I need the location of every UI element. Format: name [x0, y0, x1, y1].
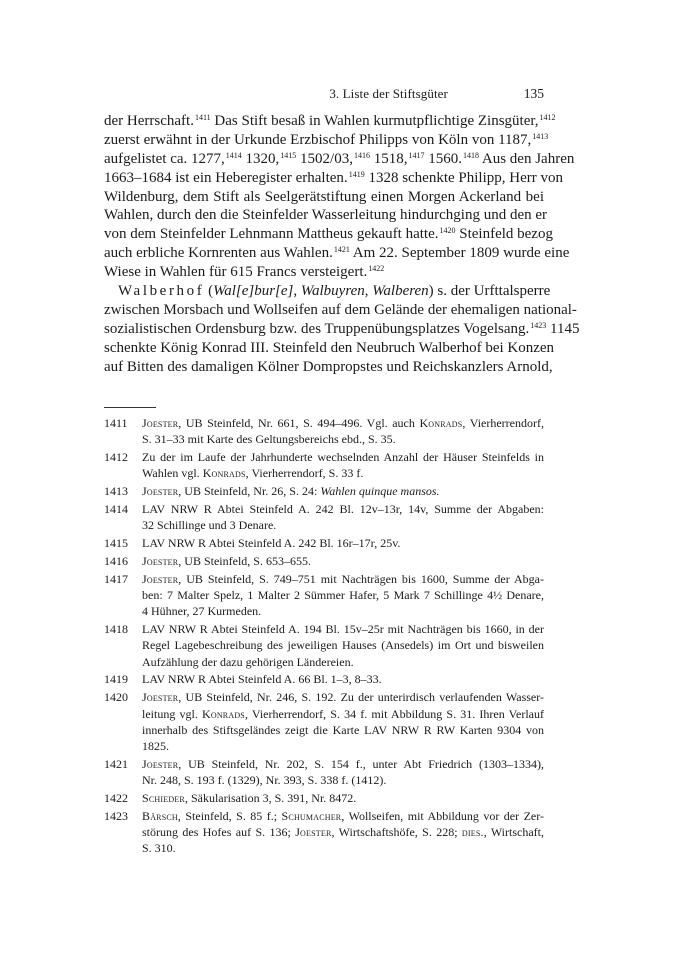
footnote: 1412 Zu der im Laufe der Jahrhunderte wechselnden Anzahl der Häuser Steinfelds in Wahlen vgl. Konrads, Vierherrendorf, S. 33 f.: [104, 450, 544, 481]
footnote-number: 1411: [104, 416, 128, 430]
footnote-ref[interactable]: 1412: [539, 113, 556, 122]
footnote: 1422 Schieder, Säkularisation 3, S. 391, Nr. 8472.: [104, 791, 357, 806]
text-line: Wiese in Wahlen für 615 Francs versteigert.$^{1422}$: [104, 264, 385, 281]
footnote-ref[interactable]: 1420: [439, 226, 456, 236]
footnote-ref[interactable]: 1413: [532, 131, 549, 141]
text-line: Walberhof (Wal[e]bur[e], Walbuyren, Walberen) s. der Urfttalsperre: [118, 283, 551, 300]
footnote: 1416 Joester, UB Steinfeld, S. 653–655.: [104, 553, 311, 568]
footnote-number: 1423: [104, 808, 128, 823]
footnote-number: 1422: [104, 791, 128, 806]
footnote-number: 1419: [104, 672, 128, 687]
footnote: 1420 Joester, UB Steinfeld, Nr. 246, S. 192. Zu der unterirdisch verlaufenden Wasser- leitung vgl. Konrads, Vierherrendorf, S. 34 f. mit Abbildung S. 31. Ihren Verlauf innerhalb des Stiftsgeländes zeigt die Karte LAV NRW R RW Karten 9304 von 1825.: [104, 690, 544, 754]
running-header: [104, 86, 544, 106]
footnote-ref[interactable]: 1417: [408, 150, 425, 160]
text-line: aufgelistet ca. 1277,$^{1414}$ 1320,$^{1415}$ 1502/03,$^{1416}$ 1518,$^{1417}$ 1560.$^{1418}$ Aus den Jahren: [104, 150, 575, 167]
footnote: 1421 Joester, UB Steinfeld, Nr. 202, S. 154 f., unter Abt Friedrich (1303–1334), Nr. 248, S. 193 f. (1329), Nr. 393, S. 338 f. (1412).: [104, 756, 544, 788]
footnote-ref[interactable]: 1411: [194, 113, 211, 122]
footnote: 1415 LAV NRW R Abtei Steinfeld A. 242 Bl. 16r–17r, 25v.: [104, 536, 401, 551]
footnote: 1417 Joester, UB Steinfeld, S. 749–751 mit Nachträgen bis 1600, Summe der Abga- ben: 7 Malter Spelz, 1 Malter 2 Sümmer Hafer, 5 Mark 7 Schillinge 4½ Denare, 4 Hühner, 27 Kurmeden.: [104, 571, 544, 619]
footnote: 1414 LAV NRW R Abtei Steinfeld A. 242 Bl. 12v–13r, 14v, Summe der Abgaben: 32 Schillinge und 3 Denare.: [104, 501, 544, 533]
text-line: zwischen Morsbach und Wollseifen auf dem Gelände der ehemaligen national-: [104, 301, 577, 318]
footnote-separator: [104, 407, 156, 408]
text-line: 1663–1684 ist ein Heberegister erhalten.$^{1419}$ 1328 schenkte Philipp, Herr von: [104, 169, 563, 186]
footnote-number: 1412: [104, 450, 128, 465]
footnote-ref[interactable]: 1415: [280, 150, 297, 160]
footnote-number: 1416: [104, 553, 128, 568]
text-line: von dem Steinfelder Lehnmann Mattheus gekauft hatte.$^{1420}$ Steinfeld bezog: [104, 226, 553, 243]
text-line: sozialistischen Ordensburg bzw. des Truppenübungsplatzes Vogelsang.$^{1423}$ 1145: [104, 320, 580, 337]
footnote-ref[interactable]: 1421: [333, 245, 350, 255]
text-line: zuerst erwähnt in der Urkunde Erzbischof Philipps von Köln von 1187,$^{1413}$: [104, 131, 549, 148]
footnote-ref[interactable]: 1416: [353, 150, 370, 160]
footnote-ref[interactable]: 1418: [462, 150, 479, 160]
footnote: 1419 LAV NRW R Abtei Steinfeld A. 66 Bl. 1–3, 8–33.: [104, 672, 382, 687]
text-line: auch erbliche Kornrenten aus Wahlen.$^{1421}$ Am 22. September 1809 wurde eine: [104, 245, 570, 262]
footnote-number: 1421: [104, 756, 128, 771]
text-line: Wahlen, durch den die Steinfelder Wasserleitung hindurchging und den er: [104, 207, 548, 224]
footnote: 1423 Bärsch, Steinfeld, S. 85 f.; Schumacher, Wollseifen, mit Abbildung vor der Zer- störung des Hofes auf S. 136; Joester, Wirtschaftshöfe, S. 228; dies., Wirtschaft, S. 310.: [104, 808, 544, 856]
running-title: 3. Liste der Stiftsgüter: [329, 86, 448, 101]
footnote-ref[interactable]: 1414: [225, 150, 242, 160]
text-line: auf Bitten des damaligen Kölner Dompropstes und Reichskanzlers Arnold,: [104, 358, 553, 375]
footnote-number: 1413: [104, 484, 128, 499]
page-number: 135: [523, 86, 544, 101]
footnote-number: 1414: [104, 501, 128, 516]
footnote: 1413 Joester, UB Steinfeld, Nr. 26, S. 24: Wahlen quinque mansos.: [104, 484, 440, 499]
footnote-ref[interactable]: 1422: [368, 264, 385, 274]
footnote-number: 1415: [104, 536, 128, 551]
footnote-ref[interactable]: 1423: [530, 320, 547, 330]
text-line: Wildenburg, dem Stift als Seelgerätstiftung einen Morgen Ackerland bei: [104, 188, 544, 205]
footnote-number: 1420: [104, 690, 128, 705]
footnote-ref[interactable]: 1419: [348, 169, 365, 179]
footnotes: [104, 415, 544, 858]
footnote-number: 1417: [104, 571, 128, 586]
text-line: schenkte König Konrad III. Steinfeld den Neubruch Walberhof bei Konzen: [104, 339, 555, 356]
footnote: 1418 LAV NRW R Abtei Steinfeld A. 194 Bl. 15v–25r mit Nachträgen bis 1660, in der Regel Lagebeschreibung des jeweiligen Hauses (Ansedels) im Ort und bisweilen Aufzählung der dazu gehörigen Ländereien.: [104, 622, 544, 669]
footnote: 1411 Joester, UB Steinfeld, Nr. 661, S. 494–496. Vgl. auch Konrads, Vierherrendorf, S. 31–33 mit Karte des Geltungsbereichs ebd., S. 35.: [104, 416, 544, 447]
place-name-spaced: Walberhof: [118, 283, 205, 300]
text-line: der Herrschaft.$^{1411}$ Das Stift besaß in Wahlen kurmutpflichtige Zinsgüter,$^{1412}$: [104, 113, 556, 129]
main-text: [104, 112, 580, 376]
footnote-number: 1418: [104, 622, 128, 637]
